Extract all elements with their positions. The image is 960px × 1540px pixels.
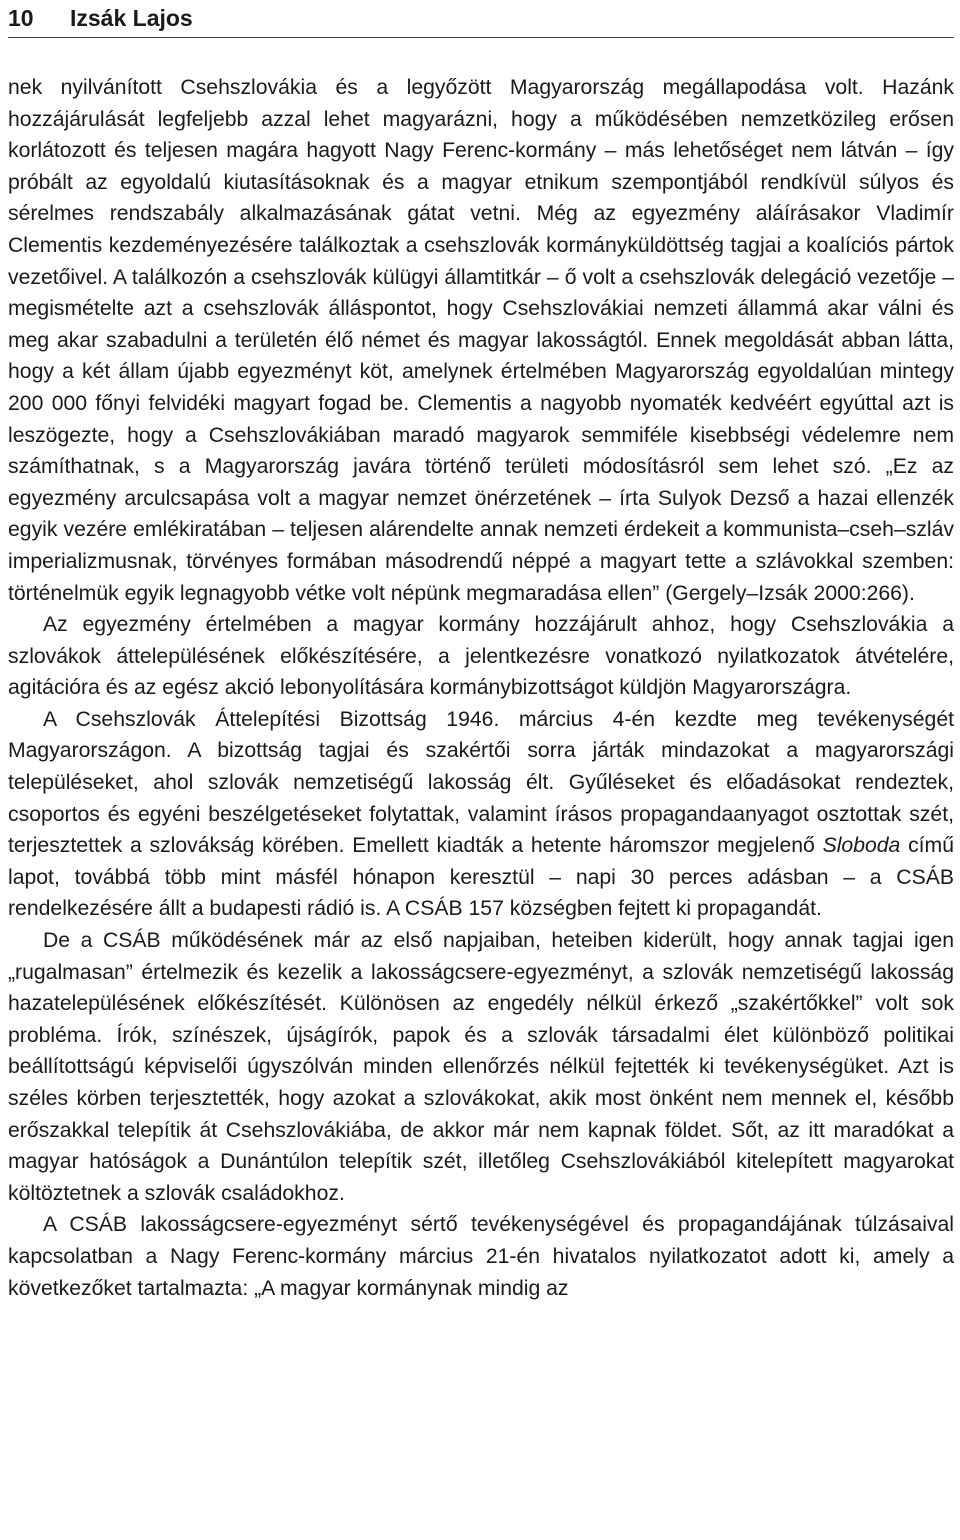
running-header — [8, 0, 954, 38]
newspaper-title-sloboda: Sloboda — [822, 834, 901, 858]
paragraph-3-text-after: című lapot, továbbá több mint másfél hónapon keresztül – napi 30 perces adásban – a CSÁB rendelkezésére állt a budapesti rádió is. A CSÁB 157 községben fejtett ki propagandát. — [8, 834, 954, 921]
paragraph-3 — [8, 704, 954, 925]
paragraph-3-text-before: A Csehszlovák Áttelepítési Bizottság 1946. március 4-én kezdte meg tevékenységét Magyarországon. A bizottság tagjai és szakértői sorra járták mindazokat a magyarországi településeket, ahol szlovák nemzetiségű lakosság élt. Gyűléseket és előadásokat rendeztek, csoportos és egyéni beszélgetéseket folytattak, valamint írásos propagandaanyagot osztottak szét, terjesztettek a szlovákság körében. Emellett kiadták a hetente háromszor megjelenő — [8, 707, 954, 858]
paragraph-1: nek nyilvánított Csehszlovákia és a legyőzött Magyarország megállapodása volt. Hazánk hozzájárulását legfeljebb azzal lehet magyarázni, hogy a működésében nemzetközileg erősen korlátozott és teljesen magára hagyott Nagy Ferenc-kormány – más lehetőséget nem látván – így próbált az egyoldalú kiutasításoknak és a magyar etnikum szempontjából rendkívül súlyos és sérelmes rendszabály alkalmazásának gátat vetni. Még az egyezmény aláírásakor Vladimír Clementis kezdeményezésére találkoztak a csehszlovák kormányküldöttség tagjai a koalíciós pártok vezetőivel. A találkozón a csehszlovák külügyi államtitkár – ő volt a csehszlovák delegáció vezetője – megismételte azt a csehszlovák álláspontot, hogy Csehszlovákiai nemzeti állammá akar válni és meg akar szabadulni a területén élő német és magyar lakosságtól. Ennek megoldását abban látta, hogy a két állam újabb egyezményt köt, amelynek értelmében Magyarország egyoldalúan mintegy 200 000 főnyi felvidéki magyart fogad be. Clementis a nagyobb nyomaték kedvéért egyúttal azt is leszögezte, hogy a Csehszlovákiában maradó magyarok semmiféle kisebbségi védelemre nem számíthatnak, s a Magyarország javára történő területi módosításról sem lehet szó. „Ez az egyezmény arculcsapása volt a magyar nemzet önérzetének – írta Sulyok Dezső a hazai ellenzék egyik vezére emlékiratában – teljesen alárendelte annak nemzeti érdekeit a kommunista–cseh–szláv imperializmusnak, törvényes formában másodrendű néppé a magyart tette a szlávokkal szemben: történelmük egyik legnagyobb vétke volt népünk megmaradása ellen” (Gergely–Izsák 2000:266). — [8, 76, 954, 605]
body-text — [8, 72, 954, 1304]
paragraph-4: De a CSÁB működésének már az első napjaiban, heteiben kiderült, hogy annak tagjai igen „rugalmasan” értelmezik és kezelik a lakosságcsere-egyezményt, a szlovák nemzetiségű lakosság hazatelepülésének előkészítését. Különösen az engedély nélkül érkező „szakértőkkel” volt sok probléma. Írók, színészek, újságírók, papok és a szlovák társadalmi élet különböző politikai beállítottságú képviselői úgyszólván minden ellenőrzés nélkül fejtették ki tevékenységüket. Azt is széles körben terjesztették, hogy azokat a szlovákokat, akik most önként nem mennek el, később erőszakkal telepítik át Csehszlovákiába, de akkor már nem kapnak földet. Sőt, az itt maradókat a magyar hatóságok a Dunántúlon telepítik szét, illetőleg Csehszlovákiából kitelepített magyarokat költöztetnek a szlovák családokhoz. — [8, 929, 954, 1205]
paragraph-2: Az egyezmény értelmében a magyar kormány hozzájárult ahhoz, hogy Csehszlovákia a szlovákok áttelepülésének előkészítésére, a jelentkezésre vonatkozó nyilatkozatok átvételére, agitációra és az egész akció lebonyolítására kormánybizottságot küldjön Magyarországra. — [8, 613, 954, 700]
page-number: 10 — [8, 4, 34, 31]
running-title: Izsák Lajos — [70, 4, 193, 31]
paragraph-5: A CSÁB lakosságcsere-egyezményt sértő tevékenységével és propagandájának túlzásaival kapcsolatban a Nagy Ferenc-kormány március 21-én hivatalos nyilatkozatot adott ki, amely a következőket tartalmazta: „A magyar kormánynak mindig az — [8, 1213, 954, 1300]
